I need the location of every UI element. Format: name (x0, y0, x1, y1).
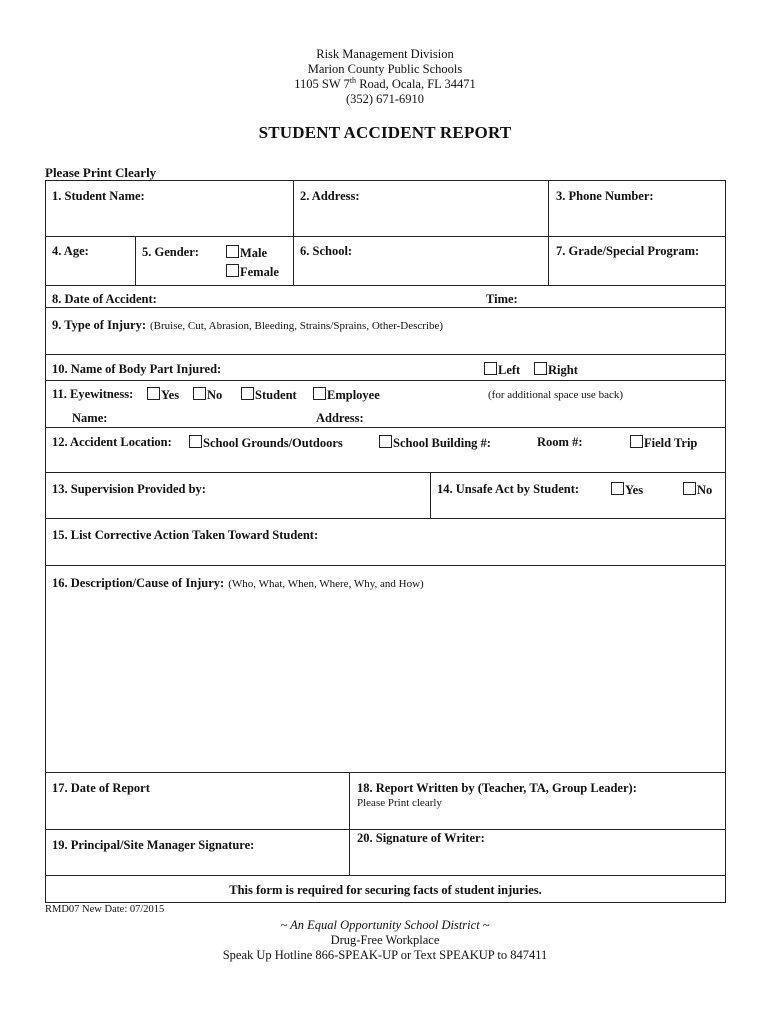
unsafe-yes-option[interactable] (611, 482, 643, 498)
unsafe-yes-label: Yes (625, 483, 644, 497)
female-label: Female (240, 265, 279, 279)
phone-number-label: 3. Phone Number: (556, 189, 654, 203)
left-option[interactable] (484, 362, 520, 378)
type-of-injury-row (52, 316, 443, 334)
female-checkbox[interactable] (226, 264, 239, 277)
address-part-2: Road, Ocala, FL 34471 (356, 77, 476, 91)
time-label: Time: (486, 292, 518, 306)
unsafe-no-label: No (697, 483, 713, 497)
corrective-action-label: 15. List Corrective Action Taken Toward Student: (52, 528, 319, 542)
eyewitness-no-option[interactable] (193, 387, 222, 403)
age-label: 4. Age: (52, 244, 89, 258)
eyewitness-yes-label: Yes (161, 388, 180, 402)
eyewitness-employee-option[interactable] (313, 387, 380, 403)
accident-location-label: 12. Accident Location: (52, 435, 172, 449)
room-label: Room #: (537, 435, 583, 449)
hotline-statement: Speak Up Hotline 866-SPEAK-UP or Text SPEAKUP to 847411 (222, 948, 548, 962)
report-written-by-label: 18. Report Written by (Teacher, TA, Group Leader): (357, 781, 637, 795)
writer-signature-label: 20. Signature of Writer: (357, 831, 485, 845)
date-of-report-label: 17. Date of Report (52, 781, 150, 795)
eyewitness-student-option[interactable] (241, 387, 297, 403)
unsafe-no-option[interactable] (683, 482, 712, 498)
eyewitness-student-checkbox[interactable] (241, 387, 254, 400)
grade-program-label: 7. Grade/Special Program: (556, 244, 700, 258)
description-row (52, 574, 424, 592)
header-district: Marion County Public Schools (307, 62, 463, 76)
eyewitness-student-label: Student (255, 388, 297, 402)
type-of-injury-label: 9. Type of Injury: (52, 318, 146, 332)
eyewitness-no-label: No (207, 388, 223, 402)
male-checkbox[interactable] (226, 245, 239, 258)
field-trip-label: Field Trip (644, 436, 698, 450)
form-code: RMD07 New Date: 07/2015 (45, 904, 165, 915)
principal-signature-label: 19. Principal/Site Manager Signature: (52, 838, 255, 852)
unsafe-act-label: 14. Unsafe Act by Student: (437, 482, 580, 496)
form-title: STUDENT ACCIDENT REPORT (258, 123, 512, 142)
print-instruction: Please Print Clearly (45, 165, 157, 180)
additional-space-note: (for additional space use back) (488, 389, 623, 401)
gender-label: 5. Gender: (142, 245, 199, 259)
supervision-label: 13. Supervision Provided by: (52, 482, 206, 496)
field-trip-option[interactable] (630, 435, 697, 451)
address-label: 2. Address: (300, 189, 360, 203)
school-building-label: School Building #: (393, 436, 491, 450)
unsafe-yes-checkbox[interactable] (611, 482, 624, 495)
school-grounds-checkbox[interactable] (189, 435, 202, 448)
equal-opportunity-statement: ~ An Equal Opportunity School District ~ (280, 918, 490, 932)
school-building-checkbox[interactable] (379, 435, 392, 448)
student-name-label: 1. Student Name: (52, 189, 145, 203)
address-superscript: th (349, 76, 357, 85)
field-trip-checkbox[interactable] (630, 435, 643, 448)
witness-address-label: Address: (316, 411, 364, 425)
header-phone: (352) 671-6910 (345, 92, 425, 106)
required-note: This form is required for securing facts of student injuries. (229, 883, 542, 897)
school-label: 6. School: (300, 244, 353, 258)
school-grounds-label: School Grounds/Outdoors (203, 436, 343, 450)
type-of-injury-note: (Bruise, Cut, Abrasion, Bleeding, Strains/Sprains, Other-Describe) (150, 320, 444, 332)
right-label: Right (548, 363, 578, 377)
witness-name-label: Name: (72, 411, 108, 425)
description-label: 16. Description/Cause of Injury: (52, 576, 225, 590)
body-part-label: 10. Name of Body Part Injured: (52, 362, 222, 376)
eyewitness-employee-checkbox[interactable] (313, 387, 326, 400)
eyewitness-yes-checkbox[interactable] (147, 387, 160, 400)
eyewitness-employee-label: Employee (327, 388, 380, 402)
gender-male-option[interactable] (226, 245, 267, 261)
drug-free-statement: Drug-Free Workplace (330, 933, 440, 947)
address-part-1: 1105 SW 7 (294, 77, 350, 91)
school-building-option[interactable] (379, 435, 491, 451)
description-note: (Who, What, When, Where, Why, and How) (228, 578, 424, 590)
gender-female-option[interactable] (226, 264, 279, 280)
school-grounds-option[interactable] (189, 435, 343, 451)
eyewitness-label: 11. Eyewitness: (52, 387, 134, 401)
date-of-accident-label: 8. Date of Accident: (52, 292, 157, 306)
right-option[interactable] (534, 362, 578, 378)
left-label: Left (498, 363, 521, 377)
unsafe-no-checkbox[interactable] (683, 482, 696, 495)
header-address (0, 77, 770, 92)
eyewitness-no-checkbox[interactable] (193, 387, 206, 400)
right-checkbox[interactable] (534, 362, 547, 375)
eyewitness-yes-option[interactable] (147, 387, 179, 403)
report-written-note: Please Print clearly (357, 797, 442, 809)
header-division: Risk Management Division (316, 47, 454, 61)
left-checkbox[interactable] (484, 362, 497, 375)
male-label: Male (240, 246, 268, 260)
